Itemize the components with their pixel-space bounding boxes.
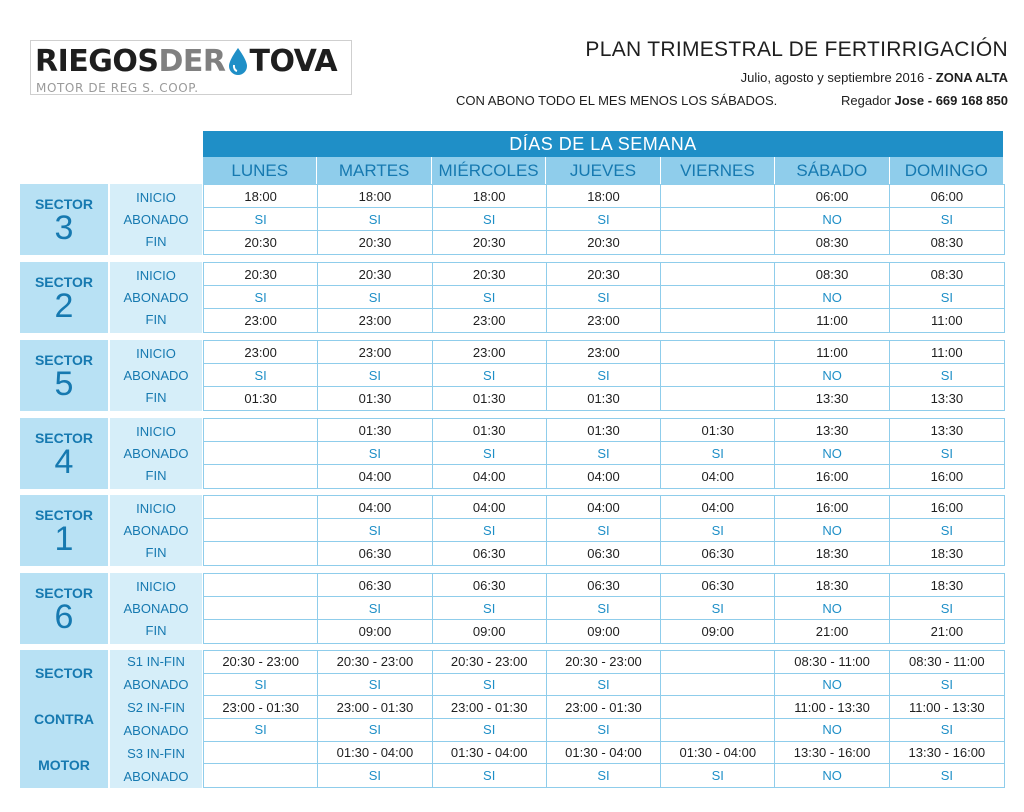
schedule-cell: 06:30 — [661, 542, 775, 565]
water-drop-icon — [227, 47, 249, 77]
day-header: SÁBADO — [775, 157, 889, 184]
summary-cell — [204, 764, 318, 787]
summary-cell: NO — [775, 674, 889, 697]
schedule-cell: SI — [433, 519, 547, 542]
sector-row-labels — [108, 262, 202, 333]
schedule-cell: 20:30 — [547, 263, 661, 286]
logo-wordmark — [35, 44, 351, 80]
day-header: MIÉRCOLES — [432, 157, 546, 184]
summary-cell: 23:00 - 01:30 — [318, 696, 432, 719]
schedule-cell: SI — [547, 286, 661, 309]
summary-row-labels — [108, 650, 202, 788]
schedule-cell: 06:00 — [890, 185, 1004, 208]
schedule-cell: 23:00 — [547, 341, 661, 364]
summary-cell: 23:00 - 01:30 — [547, 696, 661, 719]
logo-subtitle: MOTOR DE REG S. COOP. — [36, 81, 199, 95]
sector-grid — [203, 418, 1005, 489]
summary-cell: 20:30 - 23:00 — [433, 651, 547, 674]
summary-cell — [661, 696, 775, 719]
period-subtitle — [741, 70, 1008, 85]
schedule-cell: 08:30 — [930, 235, 964, 250]
schedule-cell: 23:00 — [547, 309, 661, 332]
summary-cell: 13:30 - 16:00 — [775, 742, 889, 765]
schedule-cell: 04:00 — [433, 496, 547, 519]
row-label: ABONADO — [123, 289, 189, 305]
schedule-cell: 06:30 — [661, 574, 775, 597]
schedule-cell: 23:00 — [204, 309, 318, 332]
regador-value: Jose - 669 168 850 — [894, 93, 1008, 108]
summary-cell: 01:30 - 04:00 — [547, 742, 661, 765]
schedule-cell — [661, 263, 775, 286]
schedule-cell: 23:00 — [318, 309, 432, 332]
sector-row-labels — [108, 418, 202, 489]
schedule-cell: 04:00 — [318, 496, 432, 519]
row-label: FIN — [145, 312, 167, 328]
schedule-cell: NO — [775, 442, 889, 465]
sector-row-labels — [108, 573, 202, 644]
row-label: FIN — [145, 468, 167, 484]
row-label: FIN — [145, 545, 167, 561]
summary-cell: 01:30 - 04:00 — [661, 742, 775, 765]
summary-cell: SI — [204, 719, 318, 742]
summary-row-label: S3 IN-FIN — [127, 746, 185, 761]
summary-cell: SI — [890, 719, 1004, 742]
schedule-cell — [661, 208, 775, 231]
row-label: ABONADO — [123, 211, 189, 227]
sector-number: 2 — [54, 286, 74, 325]
sector-block — [20, 262, 1005, 333]
summary-cell — [661, 674, 775, 697]
sector-block — [20, 184, 1005, 255]
schedule-cell: SI — [433, 364, 547, 387]
schedule-cell: 23:00 — [204, 341, 318, 364]
sector-block — [20, 418, 1005, 489]
company-logo — [30, 40, 352, 95]
schedule-cell: SI — [547, 364, 661, 387]
summary-row-label: ABONADO — [123, 769, 189, 784]
sector-label — [20, 184, 108, 255]
schedule-cell: NO — [775, 519, 889, 542]
sector-label — [20, 340, 108, 411]
summary-cell: SI — [318, 674, 432, 697]
schedule-cell: NO — [775, 364, 889, 387]
summary-cell: 01:30 - 04:00 — [318, 742, 432, 765]
summary-cell: SI — [547, 674, 661, 697]
row-label: INICIO — [136, 423, 176, 439]
schedule-cell: 09:00 — [547, 620, 661, 643]
schedule-cell: SI — [318, 208, 432, 231]
schedule-cell: SI — [318, 442, 432, 465]
row-label: ABONADO — [123, 367, 189, 383]
schedule-cell: SI — [204, 208, 318, 231]
sector-word: SECTOR — [34, 273, 94, 290]
summary-side-label: CONTRA — [34, 711, 94, 727]
day-header: JUEVES — [546, 157, 660, 184]
schedule-cell: SI — [433, 286, 547, 309]
schedule-cell: 13:30 — [775, 387, 889, 410]
fertilizer-note: CON ABONO TODO EL MES MENOS LOS SÁBADOS. — [456, 93, 778, 108]
schedule-cell: SI — [661, 519, 775, 542]
schedule-cell: 11:00 — [775, 341, 889, 364]
schedule-cell: 20:30 — [318, 263, 432, 286]
schedule-cell — [204, 597, 318, 620]
logo-word-riegos: RIEGOS — [35, 44, 159, 79]
sector-label — [20, 495, 108, 566]
schedule-cell: SI — [318, 597, 432, 620]
schedule-cell: 08:30 — [775, 263, 889, 286]
schedule-cell — [204, 574, 318, 597]
sector-grid — [203, 340, 1005, 411]
summary-side-labels — [20, 650, 108, 788]
sector-block — [20, 495, 1005, 566]
schedule-cell: 11:00 — [890, 341, 1004, 364]
schedule-cell — [661, 387, 775, 410]
summary-cell: 08:30 - 11:00 — [890, 651, 1004, 674]
row-label: INICIO — [136, 267, 176, 283]
schedule-cell: 23:00 — [433, 341, 547, 364]
summary-cell: SI — [547, 764, 661, 787]
sector-grid — [203, 184, 1005, 255]
schedule-cell: 06:30 — [318, 574, 432, 597]
schedule-cell: SI — [204, 286, 318, 309]
schedule-cell: 04:00 — [661, 496, 775, 519]
summary-side-label: SECTOR — [34, 665, 94, 681]
schedule-cell: SI — [433, 442, 547, 465]
row-label: INICIO — [136, 345, 176, 361]
schedule-cell: 04:00 — [547, 496, 661, 519]
schedule-cell: SI — [433, 208, 547, 231]
summary-cell: NO — [775, 764, 889, 787]
schedule-cell: SI — [890, 442, 1004, 465]
schedule-cell: 01:30 — [661, 419, 775, 442]
days-of-week-banner: DÍAS DE LA SEMANA — [203, 131, 1003, 157]
schedule-cell — [661, 286, 775, 309]
schedule-cell: SI — [661, 442, 775, 465]
schedule-cell: 18:00 — [433, 185, 547, 208]
summary-cell: 13:30 - 16:00 — [890, 742, 1004, 765]
schedule-cell: 06:30 — [318, 542, 432, 565]
schedule-cell: 08:30 — [890, 263, 1004, 286]
day-header: MARTES — [317, 157, 431, 184]
schedule-cell: SI — [661, 597, 775, 620]
schedule-cell — [661, 309, 775, 332]
summary-cell: SI — [433, 719, 547, 742]
sector-number: 1 — [54, 519, 74, 558]
schedule-cell: SI — [318, 286, 432, 309]
summary-cell: 20:30 - 23:00 — [318, 651, 432, 674]
schedule-cell: 01:30 — [318, 419, 432, 442]
schedule-cell: SI — [890, 286, 1004, 309]
schedule-cell: 09:00 — [661, 620, 775, 643]
day-header-row — [203, 157, 1003, 184]
sector-label — [20, 262, 108, 333]
schedule-cell: 20:30 — [204, 231, 318, 254]
day-header: LUNES — [203, 157, 317, 184]
sector-label — [20, 418, 108, 489]
schedule-cell: 04:00 — [433, 465, 547, 488]
logo-word-tova: TOVA — [249, 44, 338, 79]
summary-cell: SI — [318, 764, 432, 787]
sector-number: 3 — [54, 208, 74, 247]
summary-cell: 11:00 - 13:30 — [775, 696, 889, 719]
summary-cell: SI — [940, 768, 953, 784]
sector-word: SECTOR — [34, 429, 94, 446]
sector-number: 5 — [54, 364, 74, 403]
row-label: FIN — [145, 623, 167, 639]
period-text: Julio, agosto y septiembre 2016 - — [740, 70, 936, 85]
zone-label: ZONA ALTA — [935, 70, 1008, 85]
schedule-cell: SI — [890, 208, 1004, 231]
schedule-cell: 09:00 — [433, 620, 547, 643]
schedule-cell — [204, 519, 318, 542]
schedule-cell: 04:00 — [661, 465, 775, 488]
summary-row-label: S2 IN-FIN — [127, 700, 185, 715]
schedule-cell: SI — [547, 208, 661, 231]
schedule-cell: SI — [547, 519, 661, 542]
schedule-cell: 20:30 — [318, 231, 432, 254]
summary-cell — [661, 719, 775, 742]
schedule-cell: SI — [318, 519, 432, 542]
schedule-cell: 16:00 — [775, 465, 889, 488]
schedule-cell — [661, 364, 775, 387]
schedule-cell — [204, 442, 318, 465]
row-label: ABONADO — [123, 522, 189, 538]
summary-row-label: ABONADO — [123, 677, 189, 692]
schedule-cell: 21:00 — [930, 624, 964, 639]
schedule-cell: SI — [890, 597, 1004, 620]
sector-number: 4 — [54, 442, 74, 481]
sector-grid — [203, 262, 1005, 333]
sector-row-labels — [108, 340, 202, 411]
sector-label — [20, 573, 108, 644]
schedule-cell: 04:00 — [318, 465, 432, 488]
schedule-cell: 20:30 — [547, 231, 661, 254]
schedule-cell: 18:30 — [930, 546, 964, 561]
row-label: INICIO — [136, 500, 176, 516]
schedule-cell — [204, 542, 318, 565]
page-title: PLAN TRIMESTRAL DE FERTIRRIGACIÓN — [585, 38, 1008, 61]
sector-word: SECTOR — [34, 584, 94, 601]
schedule-cell: 01:30 — [318, 387, 432, 410]
day-header: VIERNES — [661, 157, 775, 184]
summary-cell: SI — [318, 719, 432, 742]
schedule-cell: 13:30 — [890, 419, 1004, 442]
schedule-cell: 20:30 — [433, 231, 547, 254]
sector-row-labels — [108, 495, 202, 566]
schedule-cell: 01:30 — [433, 419, 547, 442]
schedule-cell: 13:30 — [930, 391, 964, 406]
sector-block — [20, 340, 1005, 411]
schedule-cell: 04:00 — [547, 465, 661, 488]
summary-cell: SI — [204, 674, 318, 697]
schedule-cell: 01:30 — [547, 419, 661, 442]
schedule-cell — [204, 419, 318, 442]
summary-row-label: S1 IN-FIN — [127, 654, 185, 669]
schedule-cell: 18:30 — [890, 574, 1004, 597]
row-label: FIN — [145, 234, 167, 250]
day-header: DOMINGO — [890, 157, 1003, 184]
summary-cell: 20:30 - 23:00 — [547, 651, 661, 674]
schedule-cell: 08:30 — [775, 231, 889, 254]
schedule-cell: 18:00 — [318, 185, 432, 208]
schedule-cell: 06:30 — [433, 574, 547, 597]
summary-block — [20, 650, 1005, 788]
schedule-cell: 20:30 — [204, 263, 318, 286]
regador-prefix: Regador — [841, 93, 895, 108]
row-label: ABONADO — [123, 445, 189, 461]
schedule-cell: 06:30 — [547, 542, 661, 565]
sector-word: SECTOR — [34, 195, 94, 212]
schedule-cell: 06:00 — [775, 185, 889, 208]
summary-cell: SI — [890, 674, 1004, 697]
schedule-cell: SI — [433, 597, 547, 620]
schedule-cell: 13:30 — [775, 419, 889, 442]
schedule-cell: 01:30 — [204, 387, 318, 410]
logo-word-der: DER — [158, 44, 226, 79]
summary-cell — [204, 742, 318, 765]
summary-grid — [203, 650, 1005, 788]
summary-cell: 23:00 - 01:30 — [204, 696, 318, 719]
summary-cell: NO — [775, 719, 889, 742]
summary-cell: 20:30 - 23:00 — [204, 651, 318, 674]
schedule-cell: SI — [204, 364, 318, 387]
schedule-cell: 06:30 — [433, 542, 547, 565]
schedule-cell — [204, 620, 318, 643]
sector-block — [20, 573, 1005, 644]
schedule-cell: 16:00 — [890, 496, 1004, 519]
row-label: FIN — [145, 390, 167, 406]
summary-side-label: MOTOR — [38, 757, 90, 773]
schedule-cell: 18:00 — [204, 185, 318, 208]
schedule-cell: 16:00 — [930, 469, 964, 484]
row-label: ABONADO — [123, 600, 189, 616]
schedule-cell: SI — [318, 364, 432, 387]
schedule-cell: SI — [890, 519, 1004, 542]
sector-number: 6 — [54, 597, 74, 636]
summary-cell: 01:30 - 04:00 — [433, 742, 547, 765]
sector-word: SECTOR — [34, 506, 94, 523]
schedule-cell — [661, 231, 775, 254]
sector-row-labels — [108, 184, 202, 255]
sector-word: SECTOR — [34, 351, 94, 368]
schedule-cell: 06:30 — [547, 574, 661, 597]
schedule-cell: 01:30 — [547, 387, 661, 410]
schedule-cell: NO — [775, 208, 889, 231]
schedule-cell: 16:00 — [775, 496, 889, 519]
schedule-cell: 18:00 — [547, 185, 661, 208]
schedule-cell: 23:00 — [433, 309, 547, 332]
summary-cell: 23:00 - 01:30 — [433, 696, 547, 719]
schedule-cell — [204, 465, 318, 488]
sector-grid — [203, 495, 1005, 566]
schedule-cell: NO — [775, 286, 889, 309]
summary-cell — [661, 651, 775, 674]
schedule-cell: 18:30 — [775, 542, 889, 565]
summary-cell: 11:00 - 13:30 — [890, 696, 1004, 719]
schedule-cell: SI — [547, 442, 661, 465]
schedule-cell — [204, 496, 318, 519]
summary-cell: SI — [547, 719, 661, 742]
schedule-cell: NO — [775, 597, 889, 620]
row-label: INICIO — [136, 578, 176, 594]
schedule-cell: SI — [890, 364, 1004, 387]
summary-cell: 08:30 - 11:00 — [775, 651, 889, 674]
schedule-cell: SI — [547, 597, 661, 620]
schedule-cell — [661, 185, 775, 208]
schedule-cell: 18:30 — [775, 574, 889, 597]
schedule-cell: 09:00 — [318, 620, 432, 643]
summary-cell: SI — [433, 764, 547, 787]
summary-cell: SI — [661, 764, 775, 787]
summary-cell: SI — [433, 674, 547, 697]
sector-grid — [203, 573, 1005, 644]
schedule-cell: 11:00 — [931, 313, 963, 328]
schedule-cell: 23:00 — [318, 341, 432, 364]
schedule-cell: 01:30 — [433, 387, 547, 410]
schedule-cell: 11:00 — [775, 309, 889, 332]
schedule-cell — [661, 341, 775, 364]
regador-contact — [841, 93, 1008, 108]
summary-row-label: ABONADO — [123, 723, 189, 738]
schedule-cell: 21:00 — [775, 620, 889, 643]
schedule-cell: 20:30 — [433, 263, 547, 286]
row-label: INICIO — [136, 189, 176, 205]
